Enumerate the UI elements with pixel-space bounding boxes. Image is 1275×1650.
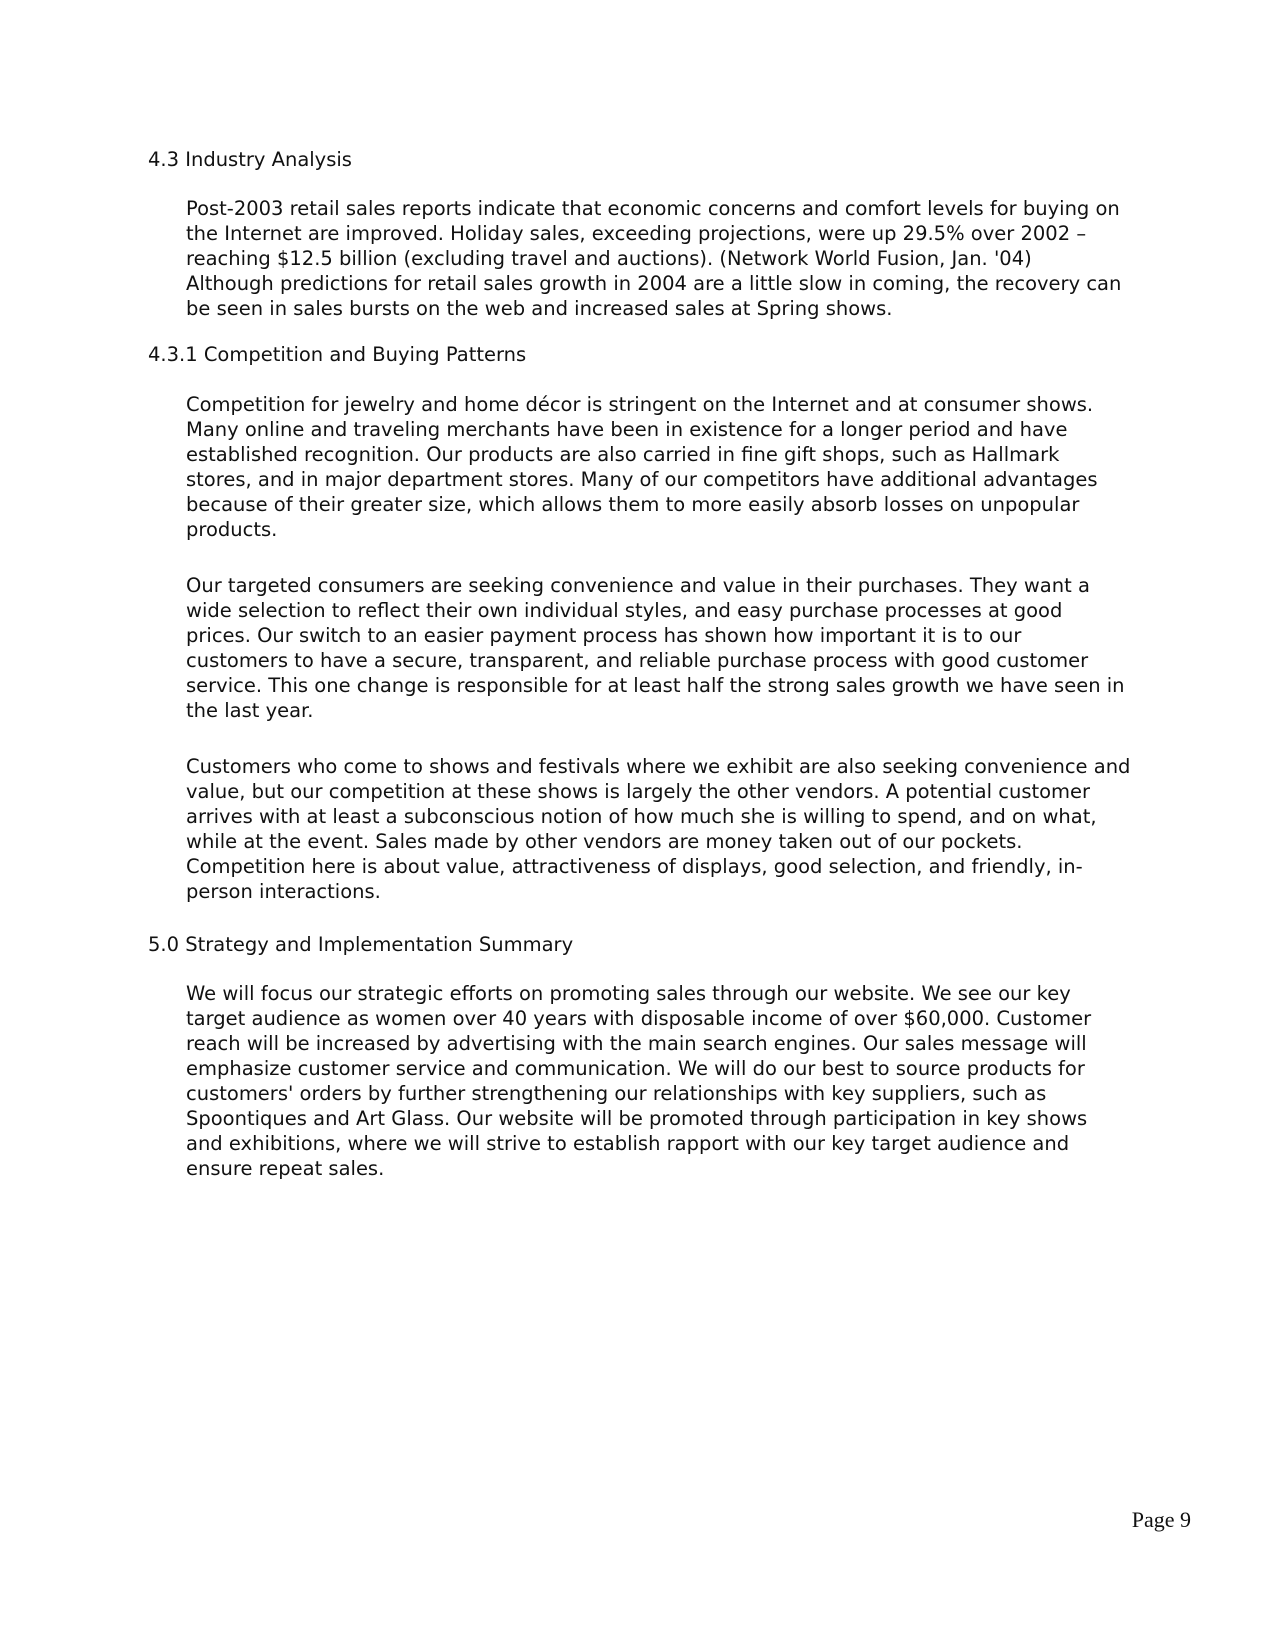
page-number: Page 9 [1131, 1507, 1191, 1532]
paragraph-line: and exhibitions, where we will strive to establish rapport with our key target audience and [186, 1132, 1070, 1155]
paragraph-line: established recognition. Our products are also carried in fine gift shops, such as Hallmark [186, 443, 1060, 466]
paragraph-line: prices. Our switch to an easier payment process has shown how important it is to our [186, 624, 1022, 647]
section-heading-strategy: 5.0 Strategy and Implementation Summary [148, 933, 574, 956]
paragraph-line: products. [186, 518, 278, 541]
paragraph-line: ensure repeat sales. [186, 1157, 385, 1180]
section-heading-industry-analysis: 4.3 Industry Analysis [148, 148, 352, 171]
paragraph-line: be seen in sales bursts on the web and increased sales at Spring shows. [186, 297, 893, 320]
paragraph-line: service. This one change is responsible for at least half the strong sales growth we have seen in [186, 674, 1125, 697]
paragraph-line: We will focus our strategic efforts on promoting sales through our website. We see our key [186, 982, 1071, 1005]
paragraph-line: Competition for jewelry and home décor is stringent on the Internet and at consumer shows. [186, 393, 1094, 416]
paragraph-line: because of their greater size, which allows them to more easily absorb losses on unpopular [186, 493, 1080, 516]
paragraph-line: Post-2003 retail sales reports indicate that economic concerns and comfort levels for buying on [186, 197, 1120, 220]
paragraph-line: customers' orders by further strengthening our relationships with key suppliers, such as [186, 1082, 1047, 1105]
paragraph-line: customers to have a secure, transparent, and reliable purchase process with good customer [186, 649, 1089, 672]
paragraph-line: the last year. [186, 699, 314, 722]
paragraph-line: Spoontiques and Art Glass. Our website will be promoted through participation in key shows [186, 1107, 1088, 1130]
paragraph-line: stores, and in major department stores. Many of our competitors have additional advantages [186, 468, 1098, 491]
section-heading-competition: 4.3.1 Competition and Buying Patterns [148, 343, 527, 366]
paragraph-competition-2 [186, 573, 1125, 723]
paragraph-line: Our targeted consumers are seeking convenience and value in their purchases. They want a [186, 574, 1090, 597]
paragraph-line: while at the event. Sales made by other vendors are money taken out of our pockets. [186, 830, 1023, 853]
paragraph-competition-3 [186, 754, 1130, 904]
paragraph-line: Competition here is about value, attractiveness of displays, good selection, and friendly, in- [186, 855, 1083, 878]
paragraph-industry-analysis [186, 196, 1121, 321]
paragraph-strategy [186, 981, 1091, 1181]
paragraph-line: reach will be increased by advertising with the main search engines. Our sales message will [186, 1032, 1087, 1055]
paragraph-line: Although predictions for retail sales growth in 2004 are a little slow in coming, the recovery can [186, 272, 1122, 295]
paragraph-line: emphasize customer service and communication. We will do our best to source products for [186, 1057, 1085, 1080]
paragraph-line: value, but our competition at these shows is largely the other vendors. A potential customer [186, 780, 1091, 803]
paragraph-competition-1 [186, 392, 1097, 542]
paragraph-line: Many online and traveling merchants have been in existence for a longer period and have [186, 418, 1068, 441]
paragraph-line: reaching $12.5 billion (excluding travel and auctions). (Network World Fusion, Jan. '04) [186, 247, 1032, 270]
paragraph-line: arrives with at least a subconscious notion of how much she is willing to spend, and on what, [186, 805, 1097, 828]
paragraph-line: the Internet are improved. Holiday sales, exceeding projections, were up 29.5% over 2002 – [186, 222, 1087, 245]
paragraph-line: wide selection to reflect their own individual styles, and easy purchase processes at good [186, 599, 1063, 622]
paragraph-line: person interactions. [186, 880, 381, 903]
paragraph-line: target audience as women over 40 years with disposable income of over $60,000. Customer [186, 1007, 1092, 1030]
paragraph-line: Customers who come to shows and festivals where we exhibit are also seeking convenience and [186, 755, 1131, 778]
